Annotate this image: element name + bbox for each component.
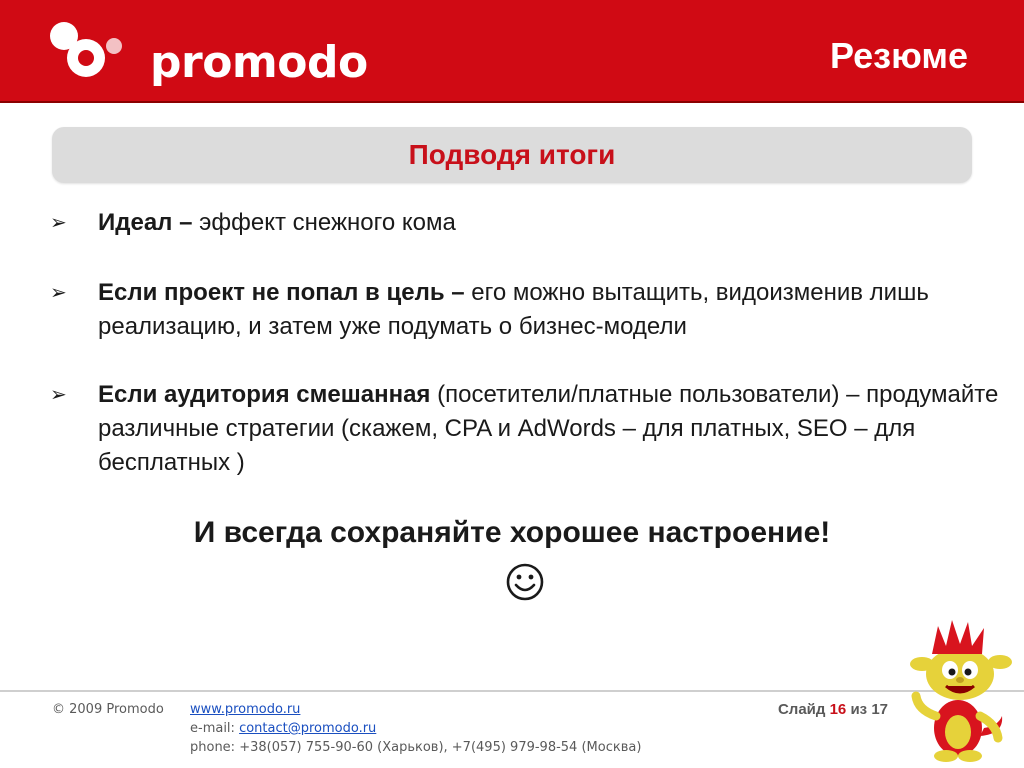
closing-statement: И всегда сохраняйте хорошее настроение! <box>193 516 831 549</box>
arrow-bullet-icon: ➢ <box>50 384 67 406</box>
email-link[interactable]: contact@promodo.ru <box>239 721 377 736</box>
bullet-bold-text: Если проект не попал в цель – <box>98 279 465 306</box>
slide-counter <box>778 700 888 719</box>
section-heading-box <box>52 127 972 183</box>
smiley-face-icon <box>505 562 545 602</box>
bullet-text: (посетители/платные пользователи) – продумайте различные стратегии (скажем, CPA и AdWords – для платных, SEO – для бесплатных ) <box>98 381 999 476</box>
arrow-bullet-icon: ➢ <box>50 282 67 304</box>
logo-text: promodo <box>150 37 368 88</box>
bullet-item <box>50 276 1010 344</box>
slide-label: Слайд <box>777 701 826 718</box>
footer <box>52 700 912 762</box>
slide-current: 16 <box>829 701 847 718</box>
bullet-bold-text: Если аудитория смешанная <box>98 381 431 408</box>
slide-of: из <box>850 701 868 718</box>
footer-divider <box>0 690 1024 692</box>
bullet-bold-text: Идеал – <box>98 209 193 236</box>
phone-text: phone: +38(057) 755-90-60 (Харьков), +7(495) 979-98-54 (Москва) <box>190 740 642 755</box>
slide-total: 17 <box>871 701 888 718</box>
promodo-logo[interactable] <box>44 18 368 88</box>
mascot-character-icon <box>906 616 1018 764</box>
arrow-bullet-icon: ➢ <box>50 212 67 234</box>
page-title: Резюме <box>830 35 968 76</box>
website-link[interactable]: www.promodo.ru <box>190 702 301 717</box>
copyright: © 2009 Promodo <box>52 702 164 717</box>
bullet-text: его можно вытащить, видоизменив лишь реализацию, и затем уже подумать о бизнес-модели <box>98 279 929 340</box>
bullet-item <box>50 206 456 240</box>
contact-info <box>190 700 641 757</box>
logo-mark-icon <box>44 18 154 88</box>
bullet-text: эффект снежного кома <box>192 209 456 236</box>
section-heading: Подводя итоги <box>408 139 616 170</box>
header-bar <box>0 0 1024 103</box>
bullet-item <box>50 378 1010 480</box>
email-label: e-mail: <box>190 721 240 736</box>
